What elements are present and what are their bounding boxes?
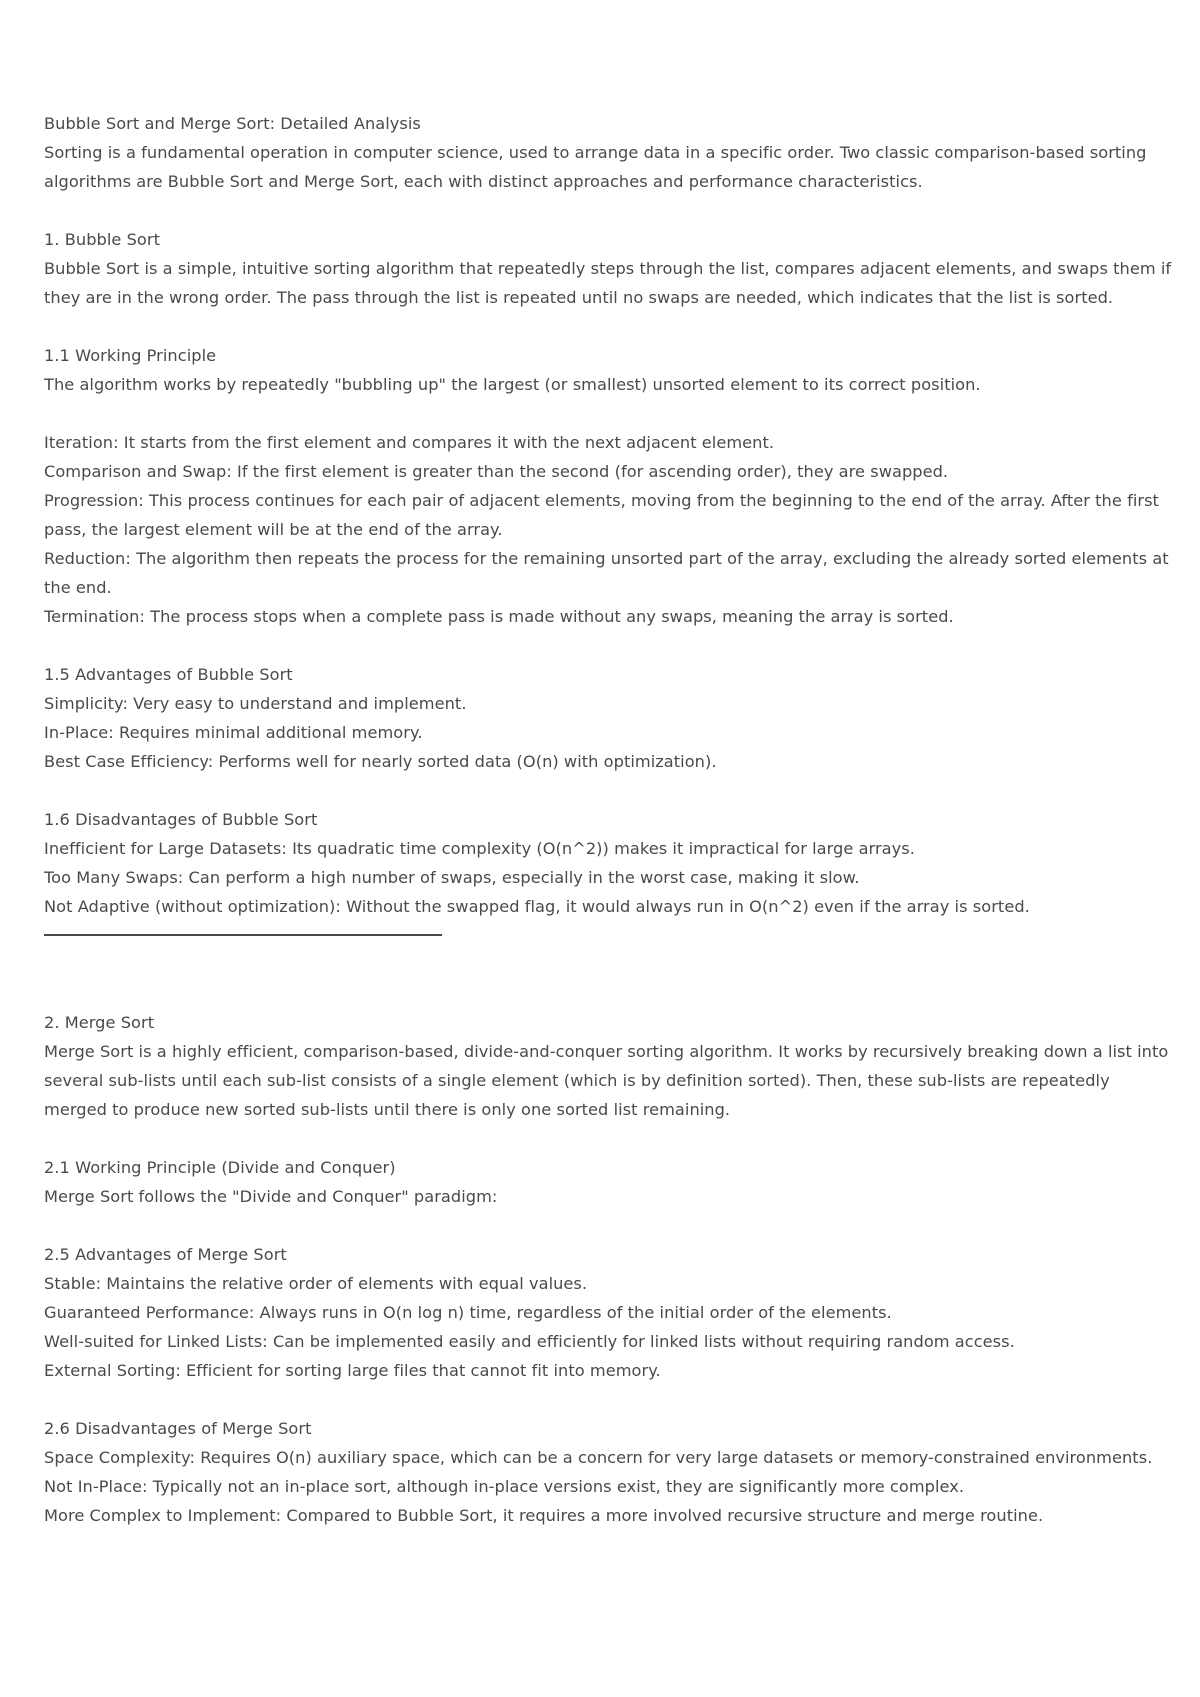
merge-principle-text: Merge Sort follows the "Divide and Conquer" paradigm: [44, 1187, 498, 1206]
bubble-sort-heading: 1. Bubble Sort [44, 230, 160, 249]
merge-disadvantage-item: Not In-Place: Typically not an in-place sort, although in-place versions exist, they are significantly more complex. [44, 1477, 965, 1496]
spacer [44, 196, 1174, 225]
merge-disadvantages-heading: 2.6 Disadvantages of Merge Sort [44, 1419, 312, 1438]
intro-paragraph: Sorting is a fundamental operation in computer science, used to arrange data in a specific order. Two classic comparison-based sorting algorithms are Bubble Sort and Merge Sort, each with distinct approaches and performance characteristics. [44, 143, 1147, 191]
merge-sort-heading: 2. Merge Sort [44, 1013, 155, 1032]
spacer [44, 776, 1174, 805]
spacer [44, 950, 1174, 1008]
document-title: Bubble Sort and Merge Sort: Detailed Analysis [44, 114, 421, 133]
merge-advantage-item: Guaranteed Performance: Always runs in O(n log n) time, regardless of the initial order of the elements. [44, 1303, 892, 1322]
spacer [44, 1211, 1174, 1240]
bubble-advantage-item: Best Case Efficiency: Performs well for nearly sorted data (O(n) with optimization). [44, 752, 717, 771]
spacer [44, 1385, 1174, 1414]
document-body [44, 109, 1174, 1530]
merge-disadvantage-item: More Complex to Implement: Compared to Bubble Sort, it requires a more involved recursive structure and merge routine. [44, 1506, 1044, 1525]
merge-advantage-item: Well-suited for Linked Lists: Can be implemented easily and efficiently for linked lists without requiring random access. [44, 1332, 1015, 1351]
merge-disadvantage-item: Space Complexity: Requires O(n) auxiliary space, which can be a concern for very large datasets or memory-constrained environments. [44, 1448, 1153, 1467]
bubble-disadvantages-heading: 1.6 Disadvantages of Bubble Sort [44, 810, 318, 829]
bubble-advantage-item: In-Place: Requires minimal additional memory. [44, 723, 423, 742]
bubble-step: Progression: This process continues for each pair of adjacent elements, moving from the beginning to the end of the array. After the first pass, the largest element will be at the end of the array. [44, 491, 1159, 539]
bubble-step: Termination: The process stops when a complete pass is made without any swaps, meaning the array is sorted. [44, 607, 954, 626]
merge-advantages-heading: 2.5 Advantages of Merge Sort [44, 1245, 287, 1264]
spacer [44, 399, 1174, 428]
bubble-step: Iteration: It starts from the first element and compares it with the next adjacent element. [44, 433, 775, 452]
spacer [44, 631, 1174, 660]
bubble-disadvantage-item: Not Adaptive (without optimization): Without the swapped flag, it would always run in O(n^2) even if the array is sorted. [44, 897, 1030, 916]
spacer [44, 312, 1174, 341]
bubble-principle-heading: 1.1 Working Principle [44, 346, 217, 365]
bubble-step: Reduction: The algorithm then repeats the process for the remaining unsorted part of the array, excluding the already sorted elements at the end. [44, 549, 1169, 597]
bubble-sort-description: Bubble Sort is a simple, intuitive sorting algorithm that repeatedly steps through the list, compares adjacent elements, and swaps them if they are in the wrong order. The pass through the list is repeated until no swaps are needed, which indicates that the list is sorted. [44, 259, 1172, 307]
bubble-principle-text: The algorithm works by repeatedly "bubbling up" the largest (or smallest) unsorted element to its correct position. [44, 375, 981, 394]
bubble-advantages-heading: 1.5 Advantages of Bubble Sort [44, 665, 293, 684]
merge-advantage-item: External Sorting: Efficient for sorting large files that cannot fit into memory. [44, 1361, 661, 1380]
bubble-advantage-item: Simplicity: Very easy to understand and implement. [44, 694, 467, 713]
horizontal-divider [44, 934, 442, 936]
bubble-step: Comparison and Swap: If the first element is greater than the second (for ascending order), they are swapped. [44, 462, 949, 481]
bubble-disadvantage-item: Inefficient for Large Datasets: Its quadratic time complexity (O(n^2)) makes it impractical for large arrays. [44, 839, 915, 858]
spacer [44, 1124, 1174, 1153]
merge-advantage-item: Stable: Maintains the relative order of elements with equal values. [44, 1274, 588, 1293]
bubble-disadvantage-item: Too Many Swaps: Can perform a high number of swaps, especially in the worst case, making it slow. [44, 868, 860, 887]
merge-principle-heading: 2.1 Working Principle (Divide and Conquer) [44, 1158, 396, 1177]
merge-sort-description: Merge Sort is a highly efficient, comparison-based, divide-and-conquer sorting algorithm. It works by recursively breaking down a list into several sub-lists until each sub-list consists of a single element (which is by definition sorted). Then, these sub-lists are repeatedly merged to produce new sorted sub-lists until there is only one sorted list remaining. [44, 1042, 1169, 1119]
